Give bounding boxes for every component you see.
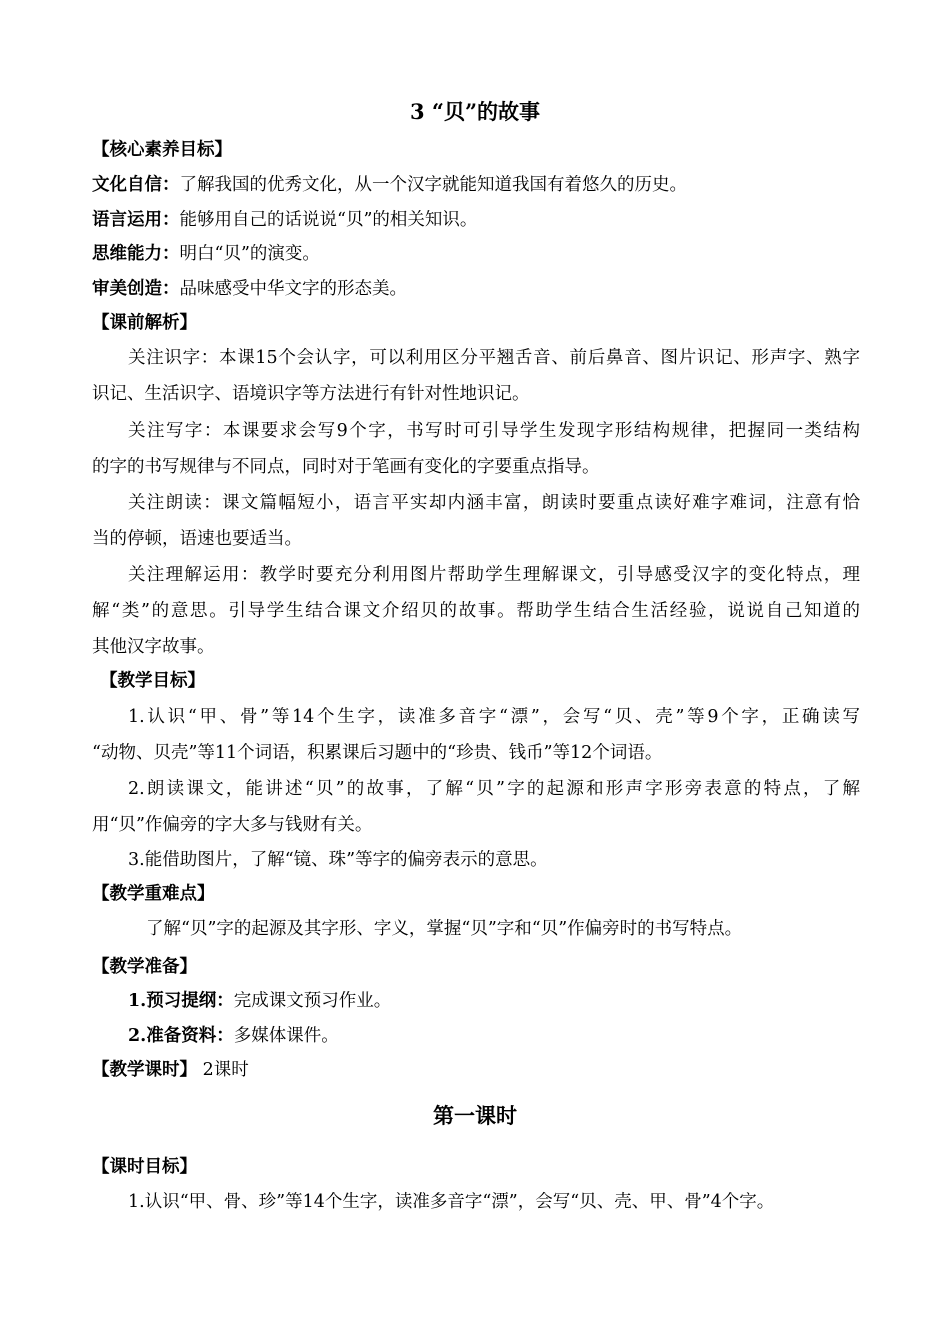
analysis-line: 解“类”的意思。引导学生结合课文介绍贝的故事。帮助学生结合生活经验，说说自己知道的 — [92, 601, 860, 621]
teaching-hours-heading: 【教学课时】 — [92, 1060, 197, 1080]
core-goals-heading: 【核心素养目标】 — [92, 140, 232, 160]
analysis-line: 其他汉字故事。 — [92, 637, 215, 657]
core-goal-text: 了解我国的优秀文化，从一个汉字就能知道我国有着悠久的历史。 — [179, 175, 687, 195]
analysis-heading: 【课前解析】 — [92, 313, 197, 333]
core-goal-item — [92, 242, 862, 266]
analysis-line: 关注理解运用：教学时要充分利用图片帮助学生理解课文，引导感受汉字的变化特点，理 — [128, 565, 860, 585]
teaching-goal-line: 3.能借助图片，了解“镜、珠”等字的偏旁表示的意思。 — [128, 850, 548, 870]
document-title: 3 “贝”的故事 — [409, 99, 541, 124]
lesson-goal-line: 1.认识“甲、骨、珍”等14个生字，读准多音字“漂”，会写“贝、壳、甲、骨”4个字。 — [128, 1192, 775, 1212]
core-goal-item — [92, 208, 862, 232]
teaching-hours-text: 2课时 — [197, 1060, 249, 1080]
preparation-heading: 【教学准备】 — [92, 957, 197, 977]
core-goal-label: 审美创造： — [92, 279, 180, 299]
core-goal-text: 品味感受中华文字的形态美。 — [179, 279, 407, 299]
analysis-line: 关注写字：本课要求会写9个字，书写时可引导学生发现字形结构规律，把握同一类结构 — [128, 421, 860, 441]
lesson-goals-heading: 【课时目标】 — [92, 1157, 197, 1177]
teaching-goals-heading: 【教学目标】 — [100, 671, 205, 691]
preparation-label: 2.准备资料： — [128, 1026, 234, 1046]
analysis-line: 关注识字：本课15个会认字，可以利用区分平翘舌音、前后鼻音、图片识记、形声字、熟字 — [128, 348, 860, 368]
preparation-label: 1.预习提纲： — [128, 991, 234, 1011]
core-goal-text: 明白“贝”的演变。 — [179, 244, 320, 264]
core-goal-item — [92, 173, 862, 197]
teaching-goal-line: 1.认识“甲、骨”等14个生字，读准多音字“漂”，会写“贝、壳”等9个字，正确读写 — [128, 707, 860, 727]
teaching-goal-line: 用“贝”作偏旁的字大多与钱财有关。 — [92, 815, 373, 835]
analysis-line: 关注朗读：课文篇幅短小，语言平实却内涵丰富，朗读时要重点读好难字难词，注意有恰 — [128, 493, 860, 513]
core-goal-label: 文化自信： — [92, 175, 180, 195]
key-points-heading: 【教学重难点】 — [92, 884, 215, 904]
core-goal-text: 能够用自己的话说说“贝”的相关知识。 — [179, 210, 478, 230]
key-points-text: 了解“贝”字的起源及其字形、字义，掌握“贝”字和“贝”作偏旁时的书写特点。 — [146, 919, 743, 939]
core-goal-label: 思维能力： — [92, 244, 180, 264]
analysis-line: 识记、生活识字、语境识字等方法进行有针对性地识记。 — [92, 384, 530, 404]
core-goal-label: 语言运用： — [92, 210, 180, 230]
teaching-goal-line: 2.朗读课文，能讲述“贝”的故事，了解“贝”字的起源和形声字形旁表意的特点，了解 — [128, 779, 860, 799]
teaching-hours — [92, 1058, 862, 1082]
preparation-item — [128, 989, 862, 1013]
section-title: 第一课时 — [433, 1103, 517, 1128]
analysis-line: 当的停顿，语速也要适当。 — [92, 529, 302, 549]
preparation-text: 多媒体课件。 — [233, 1026, 339, 1046]
analysis-line: 的字的书写规律与不同点，同时对于笔画有变化的字要重点指导。 — [92, 457, 600, 477]
core-goal-item — [92, 277, 862, 301]
preparation-item — [128, 1024, 862, 1048]
teaching-goal-line: “动物、贝壳”等11个词语，积累课后习题中的“珍贵、钱币”等12个词语。 — [92, 743, 663, 763]
preparation-text: 完成课文预习作业。 — [233, 991, 392, 1011]
